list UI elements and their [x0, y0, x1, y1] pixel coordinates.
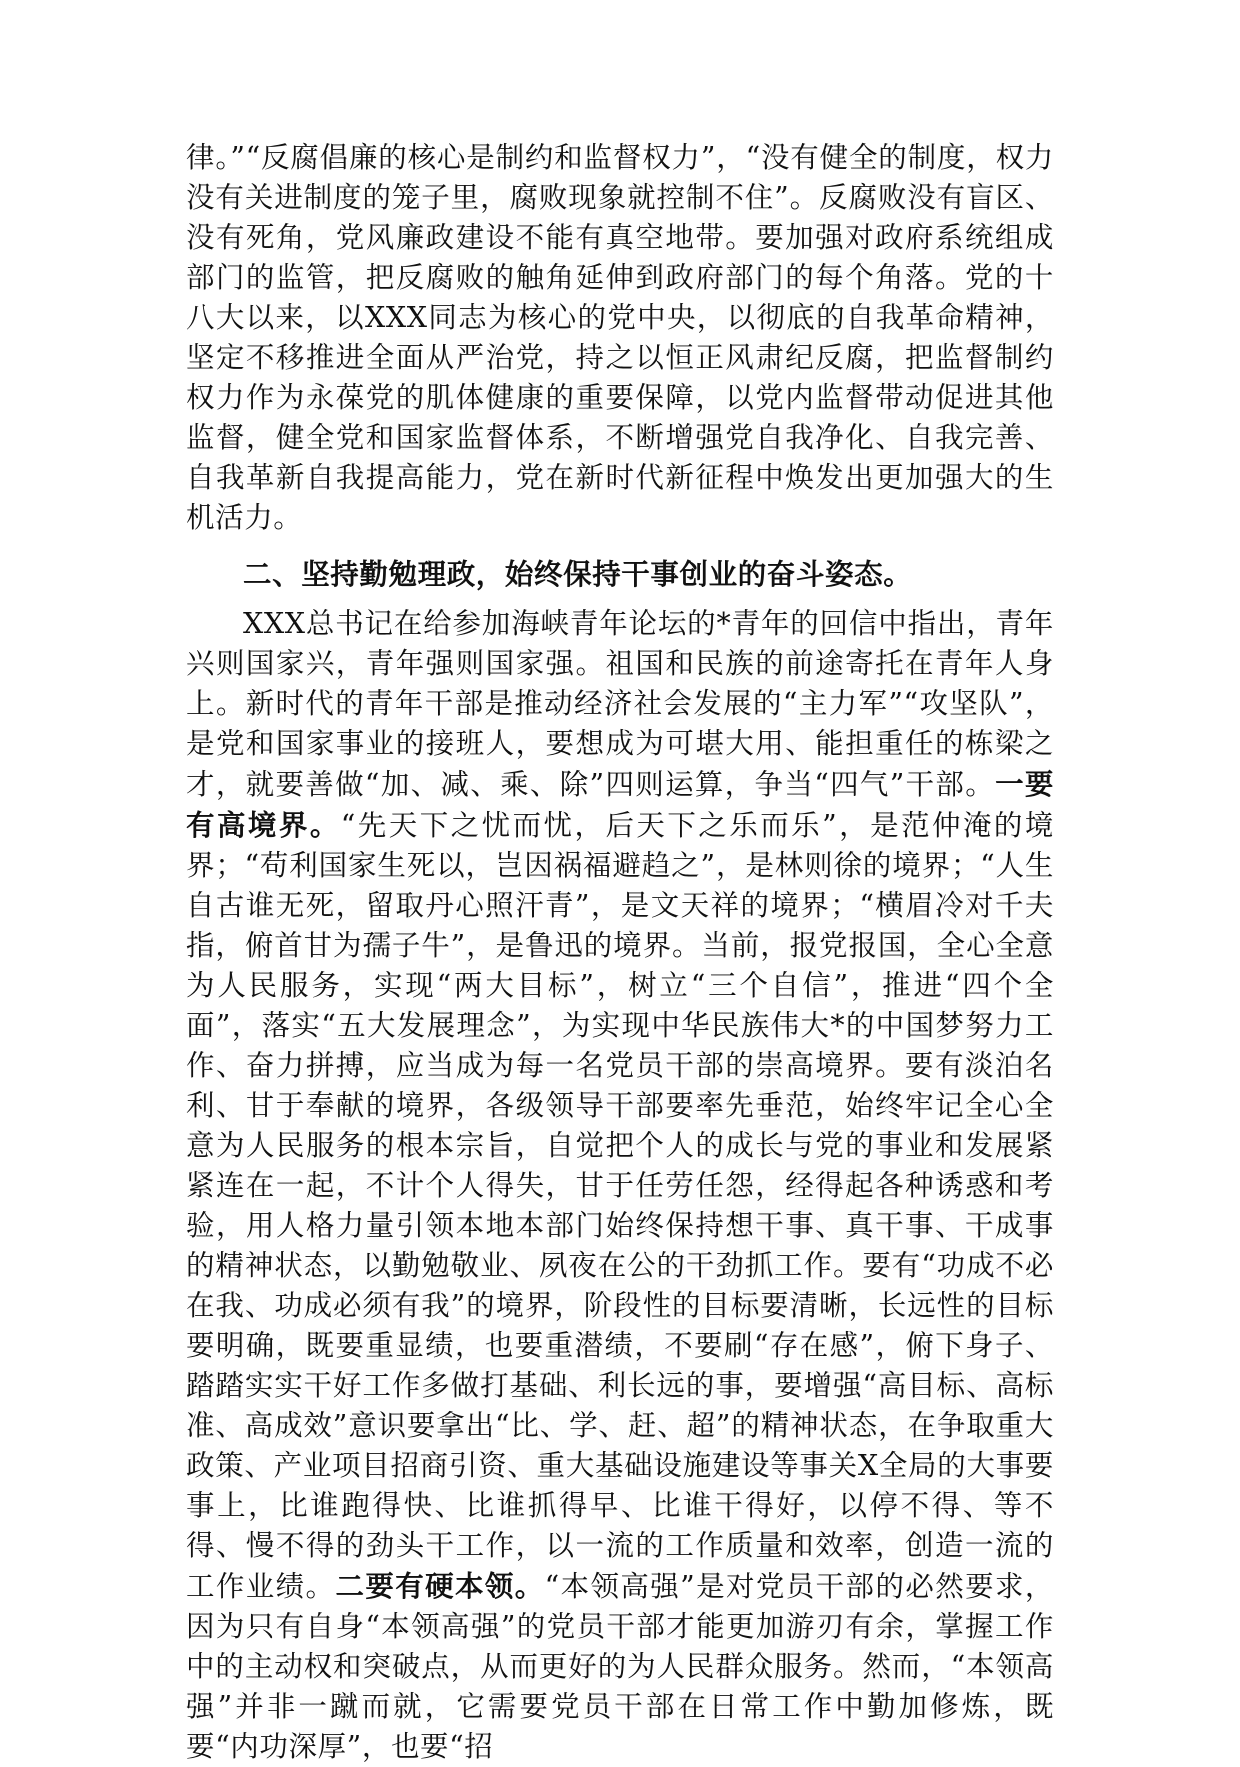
- bold-point-1: 一要有高境界。: [186, 767, 1054, 842]
- document-page: [186, 138, 1054, 1767]
- spacer: [186, 538, 1054, 546]
- point-1-body: “先天下之忧而忧，后天下之乐而乐”，是范仲淹的境界；“苟利国家生死以，岂因祸福避趋之”，是林则徐的境界；“人生自古谁无死，留取丹心照汗青”，是文天祥的境界；“横眉冷对千夫指，俯首甘为孺子牛”，是鲁迅的境界。当前，报党报国，全心全意为人民服务，实现“两大目标”，树立“三个自信”，推进“四个全面”，落实“五大发展理念”，为实现中华民族伟大*的中国梦努力工作、奋力拼搏，应当成为每一名党员干部的崇高境界。要有淡泊名利、甘于奉献的境界，各级领导干部要率先垂范，始终牢记全心全意为人民服务的根本宗旨，自觉把个人的成长与党的事业和发展紧紧连在一起，不计个人得失，甘于任劳任怨，经得起各种诱惑和考验，用人格力量引领本地本部门始终保持想干事、真干事、干成事的精神状态，以勤勉敬业、夙夜在公的干劲抓工作。要有“功成不必在我、功成必须有我”的境界，阶段性的目标要清晰，长远性的目标要明确，既要重显绩，也要重潜绩，不要刷“存在感”，俯下身子、踏踏实实干好工作多做打基础、利长远的事，要增强“高目标、高标准、高成效”意识要拿出“比、学、赶、超”的精神状态，在争取重大政策、产业项目招商引资、重大基础设施建设等事关X全局的大事要事上，比谁跑得快、比谁抓得早、比谁干得好，以停不得、等不得、慢不得的劲头干工作，以一流的工作质量和效率，创造一流的工作业绩。: [186, 809, 1054, 1603]
- bold-point-2: 二要有硬本领。: [335, 1569, 545, 1603]
- paragraph-section-body: [186, 604, 1054, 1767]
- point-2-body: “本领高强”是对党员干部的必然要求，因为只有自身“本领高强”的党员干部才能更加游刃有余，掌握工作中的主动权和突破点，从而更好的为人民群众服务。然而，“本领高强”并非一蹴而就，它需要党员干部在日常工作中勤加修炼，既要“内功深厚”，也要“招: [186, 1570, 1054, 1763]
- paragraph-intro: XXX总书记在给参加海峡青年论坛的*青年的回信中指出，青年兴则国家兴，青年强则国家强。祖国和民族的前途寄托在青年人身上。新时代的青年干部是推动经济社会发展的“主力军”“攻坚队”，是党和国家事业的接班人，要想成为可堪大用、能担重任的栋梁之才，就要善做“加、减、乘、除”四则运算，争当“四气”干部。: [186, 607, 1054, 801]
- paragraph-continuation: 律。”“反腐倡廉的核心是制约和监督权力”，“没有健全的制度，权力没有关进制度的笼子里，腐败现象就控制不住”。反腐败没有盲区、没有死角，党风廉政建设不能有真空地带。要加强对政府系统组成部门的监管，把反腐败的触角延伸到政府部门的每个角落。党的十八大以来，以XXX同志为核心的党中央，以彻底的自我革命精神，坚定不移推进全面从严治党，持之以恒正风肃纪反腐，把监督制约权力作为永葆党的肌体健康的重要保障，以党内监督带动促进其他监督，健全党和国家监督体系，不断增强党自我净化、自我完善、自我革新自我提高能力，党在新时代新征程中焕发出更加强大的生机活力。: [186, 141, 1054, 534]
- section-heading: 二、坚持勤勉理政，始终保持干事创业的奋斗姿态。: [243, 557, 913, 591]
